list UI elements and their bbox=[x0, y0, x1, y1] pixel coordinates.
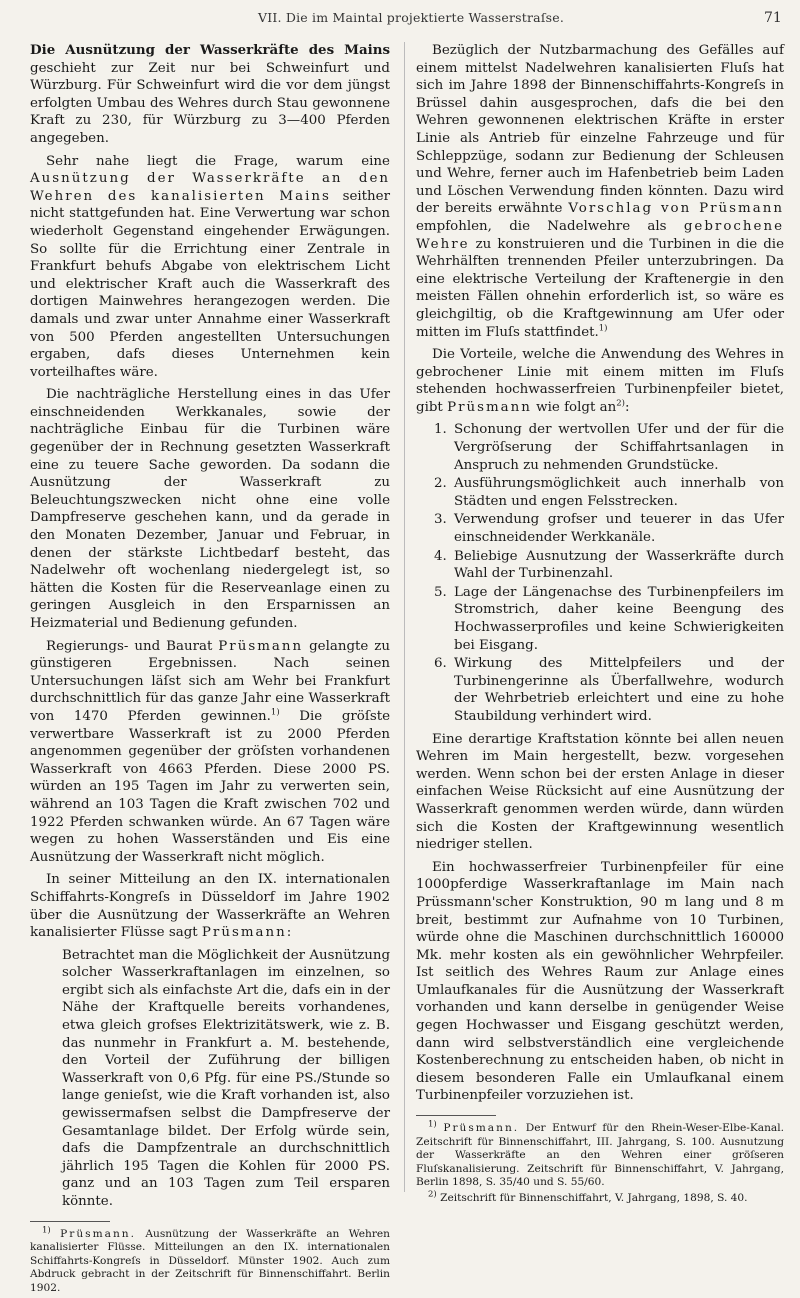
list-item: 5. Lage der Längenachse des Turbinenpfeilers im Stromstrich, daher keine Beengung des Hochwasserprofiles und keine Schwierigkeiten bei Eisgang. bbox=[434, 584, 784, 653]
author-name: Prüsmann bbox=[447, 399, 532, 415]
paragraph: Ein hochwasserfreier Turbinenpfeiler für eine 1000pferdige Wasserkraftanlage im Main nach Prüssmann'scher Konstruktion, 90 m lang und 8 m breit, bestimmt zur Aufnahme von 10 Turbinen, würde ohne die Maschinen durchschnittlich 160000 Mk. mehr kosten als ein gewöhnlicher Wehrpfeiler. Ist seitlich des Wehres Raum zur Anlage eines Umlaufkanales für die Ausnützung der Wasserkraft vorhanden und kann derselbe in genügender Weise gegen Hochwasser und Eisgang geschützt werden, dann wird selbstverständlich eine vergleichende Kostenberechnung zu entscheiden haben, ob nicht in diesem besonderen Falle ein Umlaufkanal einem Turbinenpfeiler vorzuziehen ist. bbox=[416, 859, 784, 1104]
section-lead: Die Ausnützung der Wasserkräfte des Mains bbox=[30, 42, 390, 58]
block-quote: Betrachtet man die Möglichkeit der Ausnützung solcher Wasserkraftanlagen im einzelnen, so ergibt sich als einfachste Art die, dafs ein in der Nähe der Kraftquelle bereits vorhandenes, etwa gleich grofses Elektrizitätswerk, wie z. B. das nunmehr in Frankfurt a. M. bestehende, den Vorteil der Zuführung der billigen Wasserkraft von 0,6 Pfg. für eine PS./Stunde so lange genieſst, wie die Kraft vorhanden ist, also gewissermafsen selbst die Dampfreserve der Gesamtanlage bildet. Der Erfolg würde sein, dafs die Dampfzentrale an durchschnittlich jährlich 195 Tagen die Kohlen für 2000 PS. ganz und an 103 Tagen zum Teil ersparen könnte. bbox=[62, 947, 391, 1209]
paragraph: Bezüglich der Nutzbarmachung des Gefälles auf einem mittelst Nadelwehren kanalisierten Fluſs hat sich im Jahre 1898 der Binnenschiffahrts-Kongreſs in Brüssel dahin ausgesprochen, dafs die bei den Wehren gewonnenen elektrischen Kräfte in erster Linie als Antrieb für einzelne Fahrzeuge und für Schleppzüge, sodann zur Bedienung der Schleusen und Wehre, ferner auch im Hafenbetrieb beim Laden und Löschen Verwendung finden könnten. Dazu wird der bereits erwähnte Vorschlag von Prüsmann empfohlen, die Nadelwehre als gebrochene Wehre zu konstruieren und die Turbinen in die die Wehrhälften trennenden Pfeiler unterzubringen. Da eine elektrische Verteilung der Kraftenergie in den meisten Fällen ohnehin erforderlich ist, so wäre es gleichgiltig, ob die Kraftgewinnung am Ufer oder mitten im Fluſs stattfindet.$^{1)}$ bbox=[416, 43, 784, 340]
footnote-ref[interactable]: 1) bbox=[598, 323, 608, 334]
paragraph: Eine derartige Kraftstation könnte bei allen neuen Wehren im Main hergestellt, bezw. vorgesehen werden. Wenn schon bei der ersten Anlage in dieser einfachen Weise Rücksicht auf eine Ausnützung der Wasserkraft genommen werden würde, dann würden sich die Kosten der Kraftgewinnung wesentlich niedriger stellen. bbox=[416, 731, 784, 853]
paragraph: Die nachträgliche Herstellung eines in das Ufer einschneidenden Werkkanales, sowie der nachträgliche Einbau für die Turbinen wäre gegenüber der in Rechnung gesetzten Wasserkraft eine zu teuere Sache geworden. Da sodann die Ausnützung der Wasserkraft zu Beleuchtungszwecken nicht ohne eine volle Dampfreserve geschehen kann, und da gerade in den Monaten Dezember, Januar und Februar, in denen der stärkste Lichtbedarf besteht, das Nadelwehr oft wochenlang niedergelegt ist, so hätten die Kosten für die Reserveanlage einen zu geringen Ausgleich in den Ersparnissen an Heizmaterial und Bedienung gefunden. bbox=[30, 387, 390, 631]
page-number: 71 bbox=[764, 10, 782, 26]
author-name: Prüsmann bbox=[218, 638, 304, 654]
paragraph: In seiner Mitteilung an den IX. internationalen Schiffahrts-Kongreſs in Düsseldorf im Jahre 1902 über die Ausnützung der Wasserkräfte an Wehren kanalisierter Flüsse sagt Prüsmann: bbox=[30, 872, 390, 941]
footnote-rule bbox=[416, 1115, 496, 1116]
right-column bbox=[416, 42, 784, 1208]
list-item: 3. Verwendung grofser und teuerer in das Ufer einschneidender Werkkanäle. bbox=[434, 512, 784, 546]
emphasis-spaced: gebrochene Wehre bbox=[416, 218, 784, 252]
author-name: Prüsmann bbox=[201, 925, 287, 941]
list-item: 2. Ausführungsmöglichkeit auch innerhalb von Städten und engen Felsstrecken. bbox=[434, 476, 784, 509]
advantages-list bbox=[416, 421, 784, 725]
footnote-ref[interactable]: 2) bbox=[616, 398, 625, 409]
running-title: VII. Die im Maintal projektierte Wasserstraſse. bbox=[258, 10, 565, 25]
list-item: 6. Wirkung des Mittelpfeilers und der Turbinengerinne als Überfallwehre, wodurch der Wehrbetrieb erleichtert und eine zu hohe Staubildung verhindert wird. bbox=[434, 656, 784, 724]
emphasis-spaced: Ausnützung der Wasserkräfte an den Wehren des kanalisierten Mains bbox=[30, 171, 390, 204]
footnote-ref[interactable]: 1) bbox=[270, 707, 280, 718]
column-divider bbox=[404, 42, 405, 1192]
footnote: $^{1)}$ Prüsmann. Ausnützung der Wasserkräfte an Wehren kanalisierter Flüsse. Mitteilungen an den IX. internationalen Schiffahrts-Kongreſs in Düsseldorf. Münster 1902. Auch zum Abdruck gebracht in der Zeitschrift für Binnenschiffahrt. Berlin 1902. bbox=[30, 1225, 391, 1294]
list-item: 4. Beliebige Ausnutzung der Wasserkräfte durch Wahl der Turbinenzahl. bbox=[434, 548, 784, 582]
list-item: 1. Schonung der wertvollen Ufer und der für die Vergröſserung der Schiffahrtsanlagen in Anspruch zu nehmenden Grundstücke. bbox=[434, 422, 784, 473]
running-head bbox=[0, 6, 800, 28]
footnote-rule bbox=[30, 1221, 110, 1222]
paragraph: Regierungs- und Baurat Prüsmann gelangte zu günstigeren Ergebnissen. Nach seinen Untersuchungen läſst sich am Wehr bei Frankfurt durchschnittlich für das ganze Jahr eine Wasserkraft von 1470 Pferden gewinnen.$^{1)}$ Die gröſste verwertbare Wasserkraft ist zu 2000 Pferden angenommen gegenüber der gröſsten vorhandenen Wasserkraft von 4663 Pferden. Diese 2000 PS. würden an 195 Tagen im Jahr zu verwerten sein, während an 103 Tagen die Kraft zwischen 702 und 1922 Pferden schwanken würde. An 67 Tagen wäre wegen zu hohen Wasserständen und Eis eine Ausnützung der Wasserkraft nicht möglich. bbox=[30, 638, 390, 865]
footnote: $^{1)}$ Prüsmann. Der Entwurf für den Rhein-Weser-Elbe-Kanal. Zeitschrift für Binnenschiffahrt, III. Jahrgang, S. 100. Ausnutzung der Wasserkräfte an den Wehren einer gröſseren Fluſskanalisierung. Zeitschrift für Binnenschiffahrt, V. Jahrgang, Berlin 1898, S. 35/40 und S. 55/60. bbox=[416, 1119, 784, 1189]
paragraph: Die Vorteile, welche die Anwendung des Wehres in gebrochener Linie mit einem mitten im Fluſs stehenden hochwasserfreien Turbinenpfeiler bietet, gibt Prüsmann wie folgt $an^{2)}$: bbox=[416, 347, 784, 415]
paragraph: Sehr nahe liegt die Frage, warum eine Ausnützung der Wasserkräfte an den Wehren des kanalisierten Mains seither nicht stattgefunden hat. Eine Verwertung war schon wiederholt Gegenstand eingehender Erwägungen. So sollte für die Errichtung einer Zentrale in Frankfurt behufs Abgabe von elektrischem Licht und elektrischer Kraft auch die Wasserkraft des dortigen Mainwehres herangezogen werden. Die damals und zwar unter Annahme einer Wasserkraft von 500 Pferden angestellten Untersuchungen ergaben, dafs dieses Unternehmen kein vorteilhaftes wäre. bbox=[30, 153, 390, 380]
emphasis-spaced: Vorschlag von Prüsmann bbox=[568, 201, 784, 217]
left-column bbox=[30, 42, 390, 1298]
footnote: $^{2)}$ Zeitschrift für Binnenschiffahrt, V. Jahrgang, 1898, S. 40. bbox=[428, 1189, 748, 1204]
paragraph: Die Ausnützung der Wasserkräfte des Mains geschieht zur Zeit nur bei Schweinfurt und Würzburg. Für Schweinfurt wird die vor dem jüngst erfolgten Umbau des Wehres durch Stau gewonnene Kraft zu 230, für Würzburg zu 3—400 Pferden angegeben. bbox=[30, 42, 390, 146]
